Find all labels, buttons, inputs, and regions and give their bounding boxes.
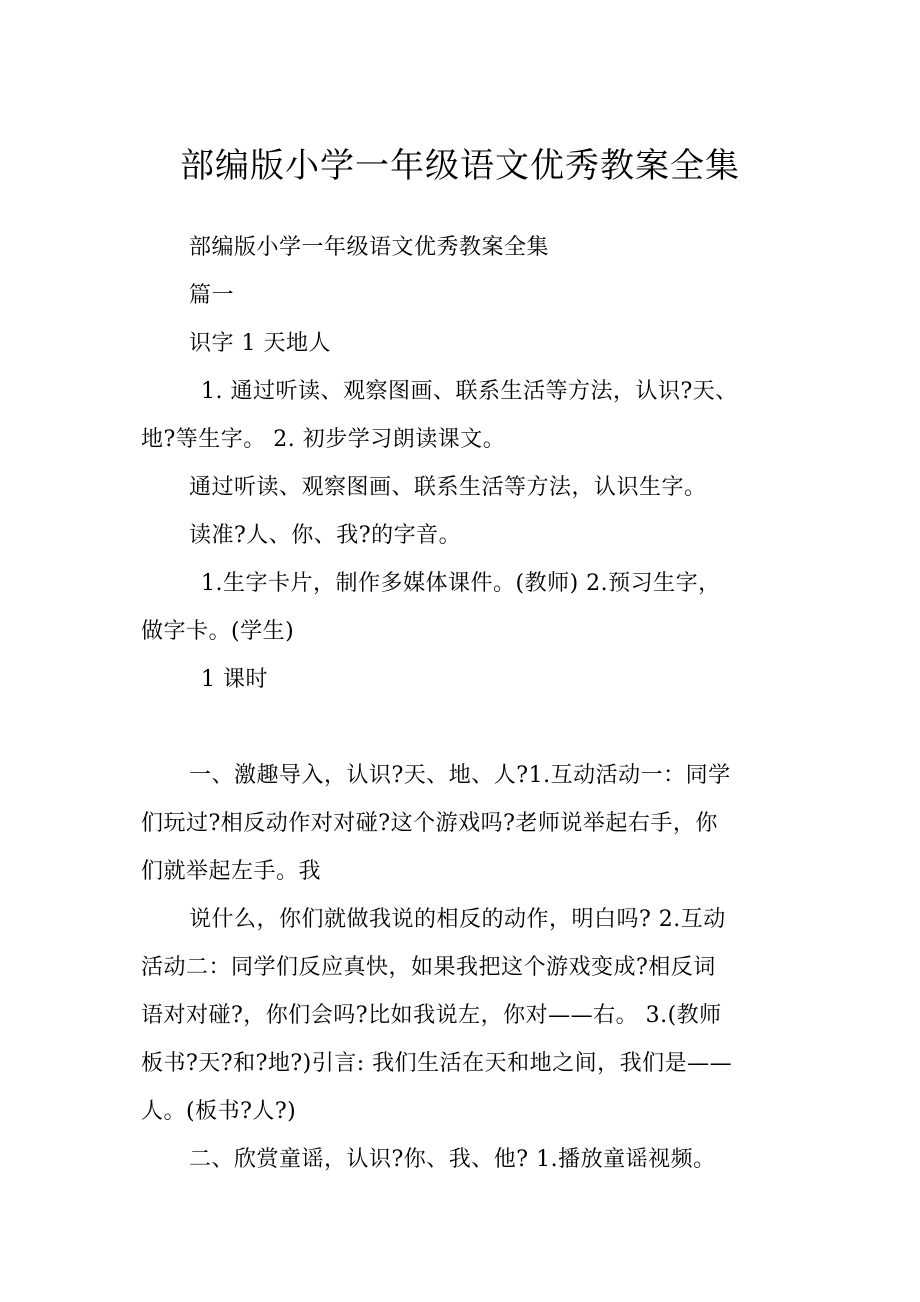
key-point-paragraph: 通过听读、观察图画、联系生活等方法，认识生字。 — [189, 475, 707, 500]
step1-line-3: 们就举起左手。我 — [141, 859, 322, 884]
step1-line-2: 们玩过?相反动作对对碰?这个游戏吗?老师说举起右手，你 — [141, 811, 718, 836]
step1-continued-paragraph — [141, 896, 781, 1136]
goals-line-1: 1. 通过听读、观察图画、联系生活等方法，认识?天、 — [201, 379, 738, 404]
goals-line-2: 地?等生字。 2. 初步学习朗读课文。 — [141, 427, 506, 452]
step2-paragraph: 二、欣赏童谣，认识?你、我、他? 1.播放童谣视频。 — [189, 1147, 716, 1172]
difficulty-paragraph: 读准?人、你、我?的字音。 — [189, 523, 462, 548]
lesson-heading: 识字 1 天地人 — [189, 331, 331, 356]
step1-paragraph — [141, 752, 781, 896]
preparation-line-2: 做字卡。(学生) — [141, 619, 295, 644]
blank-gap — [141, 704, 781, 752]
document-title: 部编版小学一年级语文优秀教案全集 — [180, 146, 740, 186]
step1b-line-4: 板书?天?和?地?)引言: 我们生活在天和地之间，我们是—— — [141, 1051, 733, 1076]
subtitle-paragraph: 部编版小学一年级语文优秀教案全集 — [189, 235, 550, 260]
section-heading: 篇一 — [189, 283, 235, 308]
step1-line-1: 一、激趣导入，认识?天、地、人?1.互动活动一：同学 — [189, 763, 731, 788]
preparation-line-1: 1.生字卡片，制作多媒体课件。(教师) 2.预习生字， — [201, 571, 721, 596]
preparation-paragraph — [141, 560, 781, 656]
step1b-line-3: 语对对碰?，你们会吗?比如我说左，你对——右。 3.(教师 — [141, 1003, 722, 1028]
period-paragraph: 1 课时 — [201, 667, 268, 692]
step1b-line-5: 人。(板书?人?) — [141, 1099, 297, 1124]
document-body — [141, 224, 781, 1184]
step1b-line-2: 活动二：同学们反应真快，如果我把这个游戏变成?相反词 — [141, 955, 716, 980]
step1b-line-1: 说什么，你们就做我说的相反的动作，明白吗? 2.互动 — [189, 907, 726, 932]
goals-paragraph — [141, 368, 781, 464]
